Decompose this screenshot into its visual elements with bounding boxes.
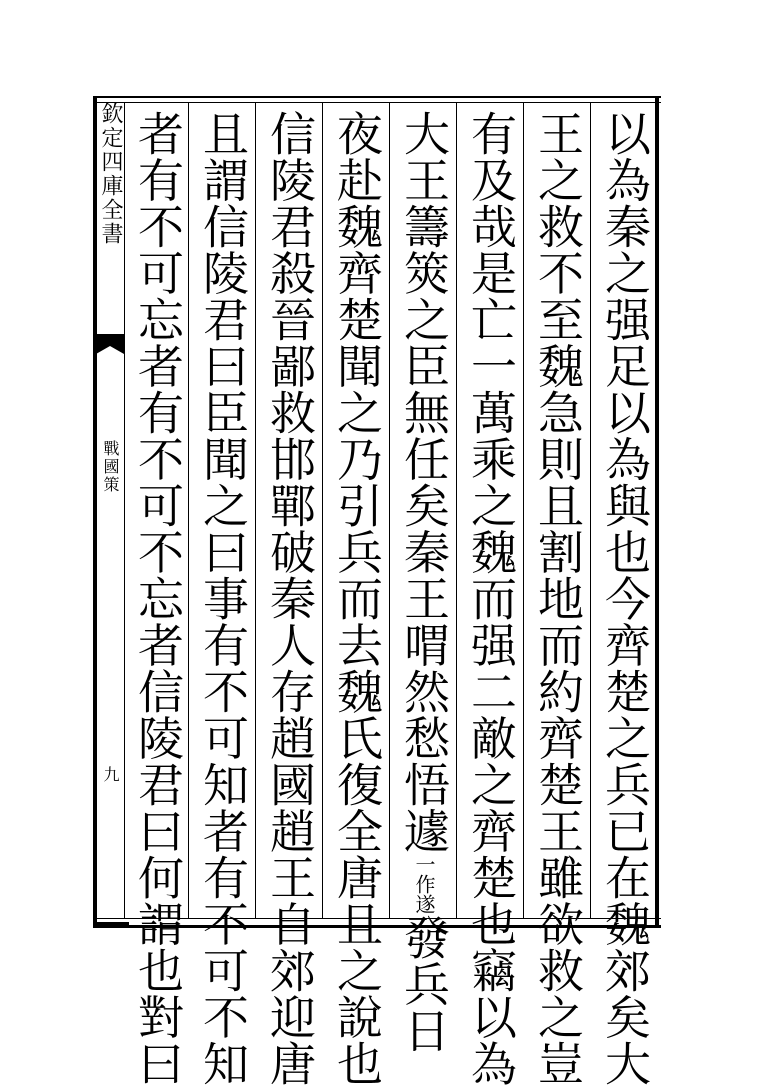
margin-header: 欽定四庫全書 xyxy=(98,102,123,246)
margin-book-title: 戰國策 xyxy=(101,440,120,494)
page-margin xyxy=(96,102,124,918)
text-column-8: 者有不可忘者有不可不忘者信陵君曰何謂也對曰 xyxy=(131,110,185,1087)
text-column-1: 以為秦之强足以為與也今齊楚之兵已在魏郊矣大 xyxy=(598,110,652,1087)
text-column-7: 且謂信陵君曰臣聞之曰事有不可知者有不可不知 xyxy=(196,110,250,1087)
text-column-5: 夜赴魏齊楚聞之乃引兵而去魏氏復全唐且之說也 xyxy=(330,110,384,1087)
text-column-3: 有及哉是亡一萬乘之魏而强二敵之齊楚也竊以為 xyxy=(464,110,518,1087)
column-divider xyxy=(255,102,256,918)
inline-annotation: 一作遂 xyxy=(412,854,436,914)
text-column-4-tail: 發兵日 xyxy=(397,914,451,1054)
column-divider xyxy=(523,102,524,918)
column-divider xyxy=(590,102,591,918)
margin-page-number: 九 xyxy=(101,766,120,782)
column-divider xyxy=(124,102,125,918)
bottom-margin-block xyxy=(93,922,129,928)
text-column-6: 信陵君殺晉鄙救邯鄲破秦人存趙國趙王自郊迎唐 xyxy=(263,110,317,1087)
text-column-2: 王之救不至魏急則且割地而約齊楚王雖欲救之豈 xyxy=(531,110,585,1087)
column-divider xyxy=(389,102,390,918)
frame-inner-top-line xyxy=(93,102,661,103)
text-column-4 xyxy=(392,110,456,1054)
column-divider xyxy=(322,102,323,918)
column-divider xyxy=(456,102,457,918)
fishtail-mark xyxy=(96,334,124,354)
text-column-4-main: 大王籌筴之臣無任矣秦王喟然愁悟遽 xyxy=(397,110,451,854)
